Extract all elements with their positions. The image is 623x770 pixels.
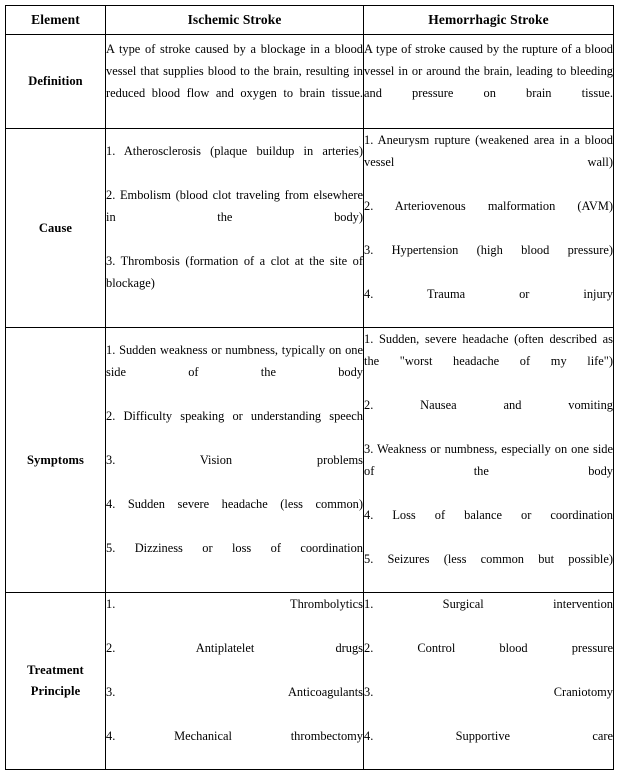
symptoms-ischemic-list bbox=[106, 339, 363, 581]
symptoms-hemorrhagic-list bbox=[364, 328, 613, 592]
table-row bbox=[6, 328, 614, 593]
stroke-comparison-table bbox=[5, 5, 614, 770]
row-label-definition: Definition bbox=[6, 35, 106, 129]
list-item: 2. Antiplatelet drugs bbox=[106, 641, 363, 655]
cause-hemorrhagic-list bbox=[364, 129, 613, 327]
column-header-element: Element bbox=[6, 6, 106, 35]
list-item: 1. Sudden, severe headache (often described as the "worst headache of my life") bbox=[364, 332, 613, 368]
table-row bbox=[6, 129, 614, 328]
table-header-row bbox=[6, 6, 614, 35]
cell-symptoms-ischemic bbox=[106, 328, 364, 593]
list-item: 3. Vision problems bbox=[106, 453, 363, 467]
column-header-hemorrhagic-stroke: Hemorrhagic Stroke bbox=[364, 6, 614, 35]
treatment-hemorrhagic-list bbox=[364, 593, 613, 769]
row-label-cause: Cause bbox=[6, 129, 106, 328]
list-item: 1. Aneurysm rupture (weakened area in a blood vessel wall) bbox=[364, 133, 613, 169]
list-item: 3. Anticoagulants bbox=[106, 685, 363, 699]
list-item: 4. Loss of balance or coordination bbox=[364, 508, 613, 522]
definition-hemorrhagic-text: A type of stroke caused by the rupture of a blood vessel in or around the brain, leading to bleeding and pressure on brain tissue. bbox=[364, 41, 613, 100]
list-item: 4. Mechanical thrombectomy bbox=[106, 729, 363, 743]
table-row bbox=[6, 35, 614, 129]
cell-cause-ischemic bbox=[106, 129, 364, 328]
cell-symptoms-hemorrhagic bbox=[364, 328, 614, 593]
list-item: 2. Difficulty speaking or understanding speech bbox=[106, 409, 363, 423]
list-item: 2. Control blood pressure bbox=[364, 641, 613, 655]
row-label-symptoms: Symptoms bbox=[6, 328, 106, 593]
cell-treatment-hemorrhagic bbox=[364, 593, 614, 770]
list-item: 5. Dizziness or loss of coordination bbox=[106, 541, 363, 555]
cell-definition-hemorrhagic bbox=[364, 35, 614, 129]
definition-ischemic-text: A type of stroke caused by a blockage in a blood vessel that supplies blood to the brain, resulting in reduced blood flow and oxygen to brain tissue. bbox=[106, 41, 363, 100]
list-item: 2. Embolism (blood clot traveling from elsewhere in the body) bbox=[106, 188, 363, 224]
cell-cause-hemorrhagic bbox=[364, 129, 614, 328]
list-item: 3. Hypertension (high blood pressure) bbox=[364, 243, 613, 257]
cell-treatment-ischemic bbox=[106, 593, 364, 770]
stroke-comparison-table-container bbox=[5, 5, 613, 770]
table-row bbox=[6, 593, 614, 770]
table-body bbox=[6, 35, 614, 770]
list-item: 1. Surgical intervention bbox=[364, 597, 613, 611]
list-item: 4. Sudden severe headache (less common) bbox=[106, 497, 363, 511]
cell-definition-ischemic bbox=[106, 35, 364, 129]
list-item: 1. Sudden weakness or numbness, typically on one side of the body bbox=[106, 343, 363, 379]
column-header-ischemic-stroke: Ischemic Stroke bbox=[106, 6, 364, 35]
treatment-ischemic-list bbox=[106, 593, 363, 769]
list-item: 1. Thrombolytics bbox=[106, 597, 363, 611]
list-item: 1. Atherosclerosis (plaque buildup in arteries) bbox=[106, 144, 363, 158]
list-item: 5. Seizures (less common but possible) bbox=[364, 552, 613, 566]
row-label-treatment-principle: Treatment Principle bbox=[6, 593, 106, 770]
list-item: 3. Weakness or numbness, especially on one side of the body bbox=[364, 442, 613, 478]
cause-ischemic-list bbox=[106, 140, 363, 316]
list-item: 4. Trauma or injury bbox=[364, 287, 613, 301]
list-item: 3. Thrombosis (formation of a clot at the site of blockage) bbox=[106, 254, 363, 290]
list-item: 3. Craniotomy bbox=[364, 685, 613, 699]
list-item: 4. Supportive care bbox=[364, 729, 613, 743]
list-item: 2. Nausea and vomiting bbox=[364, 398, 613, 412]
table-header bbox=[6, 6, 614, 35]
list-item: 2. Arteriovenous malformation (AVM) bbox=[364, 199, 613, 213]
